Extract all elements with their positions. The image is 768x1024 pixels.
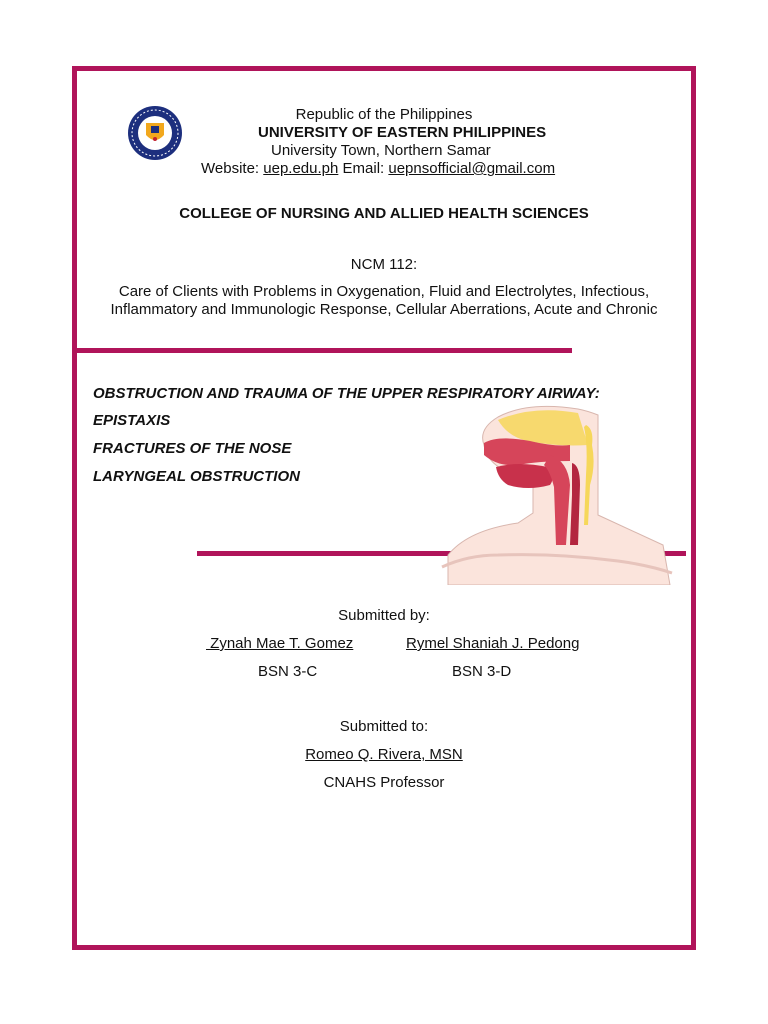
topic-item: LARYNGEAL OBSTRUCTION (93, 468, 300, 485)
website-link[interactable]: uep.edu.ph (263, 160, 339, 177)
adviser-role: CNAHS Professor (323, 774, 445, 791)
website-label: Website: (201, 160, 260, 177)
student-section: BSN 3-C (258, 663, 318, 680)
submitted-to-label: Submitted to: (339, 718, 429, 735)
course-description-line2: Inflammatory and Immunologic Response, Cellular Aberrations, Acute and Chronic (110, 301, 658, 318)
divider-top (77, 348, 572, 353)
student-section: BSN 3-D (452, 663, 512, 680)
adviser-name: Romeo Q. Rivera, MSN (305, 746, 463, 763)
topic-title: OBSTRUCTION AND TRAUMA OF THE UPPER RESPIRATORY AIRWAY: (93, 385, 600, 402)
contact-line (201, 160, 555, 178)
university-name: UNIVERSITY OF EASTERN PHILIPPINES (258, 124, 547, 141)
student-name: Rymel Shaniah J. Pedong (406, 635, 580, 652)
course-description-line1: Care of Clients with Problems in Oxygenation, Fluid and Electrolytes, Infectious, (118, 283, 650, 300)
student-name: Zynah Mae T. Gomez (206, 635, 354, 652)
college-name: COLLEGE OF NURSING AND ALLIED HEALTH SCIENCES (179, 205, 589, 222)
email-link[interactable]: uepnsofficial@gmail.com (388, 160, 556, 177)
submitted-by-label: Submitted by: (338, 607, 430, 624)
topic-item: EPISTAXIS (93, 412, 171, 429)
university-town: University Town, Northern Samar (271, 142, 491, 159)
topic-item: FRACTURES OF THE NOSE (93, 440, 292, 457)
email-label: Email: (342, 160, 385, 177)
course-code: NCM 112: (350, 256, 418, 273)
upper-airway-anatomy-icon (438, 405, 676, 585)
republic-text: Republic of the Philippines (295, 106, 473, 123)
